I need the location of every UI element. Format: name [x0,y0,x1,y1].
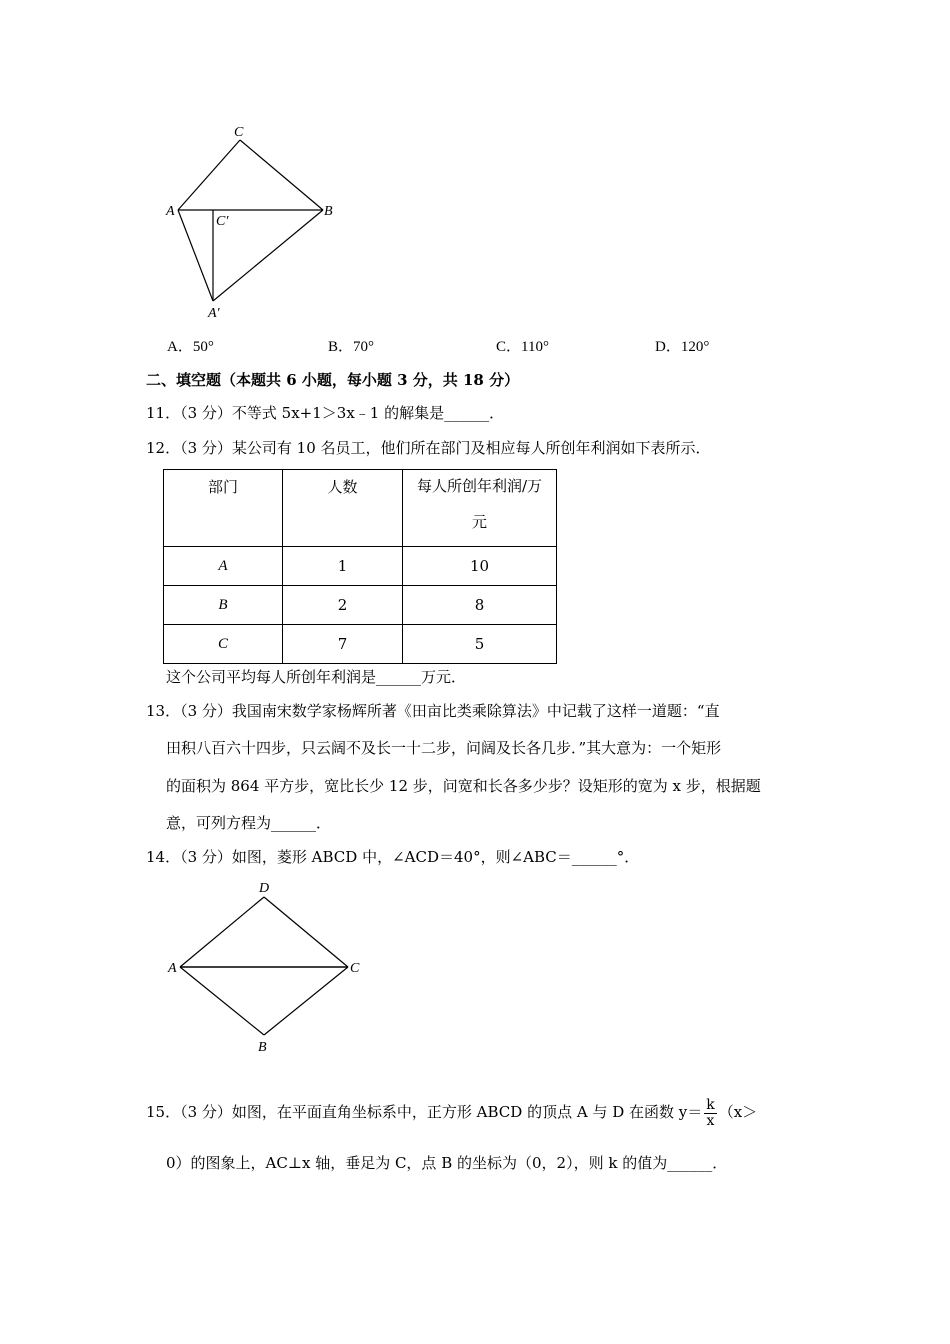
question-12-answer-line: 这个公司平均每人所创年利润是______万元． [166,668,467,686]
fraction-k-over-x: $\frac{k}{x}$ [706,1096,715,1129]
choice-d: D．120° [655,339,710,355]
question-12: 12．（3 分）某公司有 10 名员工，他们所在部门及相应每人所创年利润如下表所示． [146,439,711,457]
question-13-line-1: 13．（3 分）我国南宋数学家杨辉所著《田亩比类乘除算法》中记载了这样一道题：“直 [146,702,720,720]
segment-dc [264,897,348,967]
header-count: 人数 [283,470,403,547]
label-c: C [234,125,244,140]
question-13-line-4: 意，可列方程为______． [166,814,332,832]
table-header-row [164,470,557,547]
label-d: D [259,881,270,896]
segment-ca [178,140,240,210]
choice-b: B．70° [328,339,375,355]
label-cprime: C′ [216,214,229,229]
segment-ab [180,967,264,1035]
table-row: B 2 8 [164,586,557,625]
header-profit: 每人所创年利润/万 元 [403,470,557,547]
segment-baprime [213,210,323,301]
segment-aaprime [178,210,213,301]
table-row: A 1 10 [164,547,557,586]
segment-cb [240,140,323,210]
segment-cb [264,967,348,1035]
profit-table [163,469,557,664]
question-13-line-2: 田积八百六十四步，只云阔不及长一十二步，问阔及长各几步．”其大意为：一个矩形 [166,739,722,757]
table-row: C 7 5 [164,625,557,664]
segment-da [180,897,264,967]
label-aprime: A′ [208,306,220,321]
label-b: B [258,1040,267,1055]
question-15-line-1: 15．（3 分）如图，在平面直角坐标系中，正方形 ABCD 的顶点 A 与 D 在函数 y＝ $\frac{k}{x}$ （x＞ [146,1096,758,1129]
label-b: B [324,204,333,219]
question-13-line-3: 的面积为 864 平方步，宽比长少 12 步，问宽和长各多少步？设矩形的宽为 x 步，根据题 [166,777,761,795]
label-a: A [168,961,177,976]
choice-a: A．50° [167,339,214,355]
section-title: 二、填空题（本题共 6 小题，每小题 3 分，共 18 分） [146,371,520,389]
figure-rhombus-diagram [160,875,375,1060]
choice-c: C．110° [496,339,549,355]
label-a: A [166,204,175,219]
label-c: C [350,961,360,976]
question-11: 11．（3 分）不等式 5x+1＞3x﹣1 的解集是______． [146,404,505,422]
figure-rotation-diagram [160,118,360,323]
question-15-line-2: 0）的图象上，AC⊥x 轴，垂足为 C，点 B 的坐标为（0，2），则 k 的值为______． [166,1154,728,1172]
question-14: 14．（3 分）如图，菱形 ABCD 中，∠ACD＝40°，则∠ABC＝______°． [146,848,640,866]
header-dept: 部门 [164,470,283,547]
